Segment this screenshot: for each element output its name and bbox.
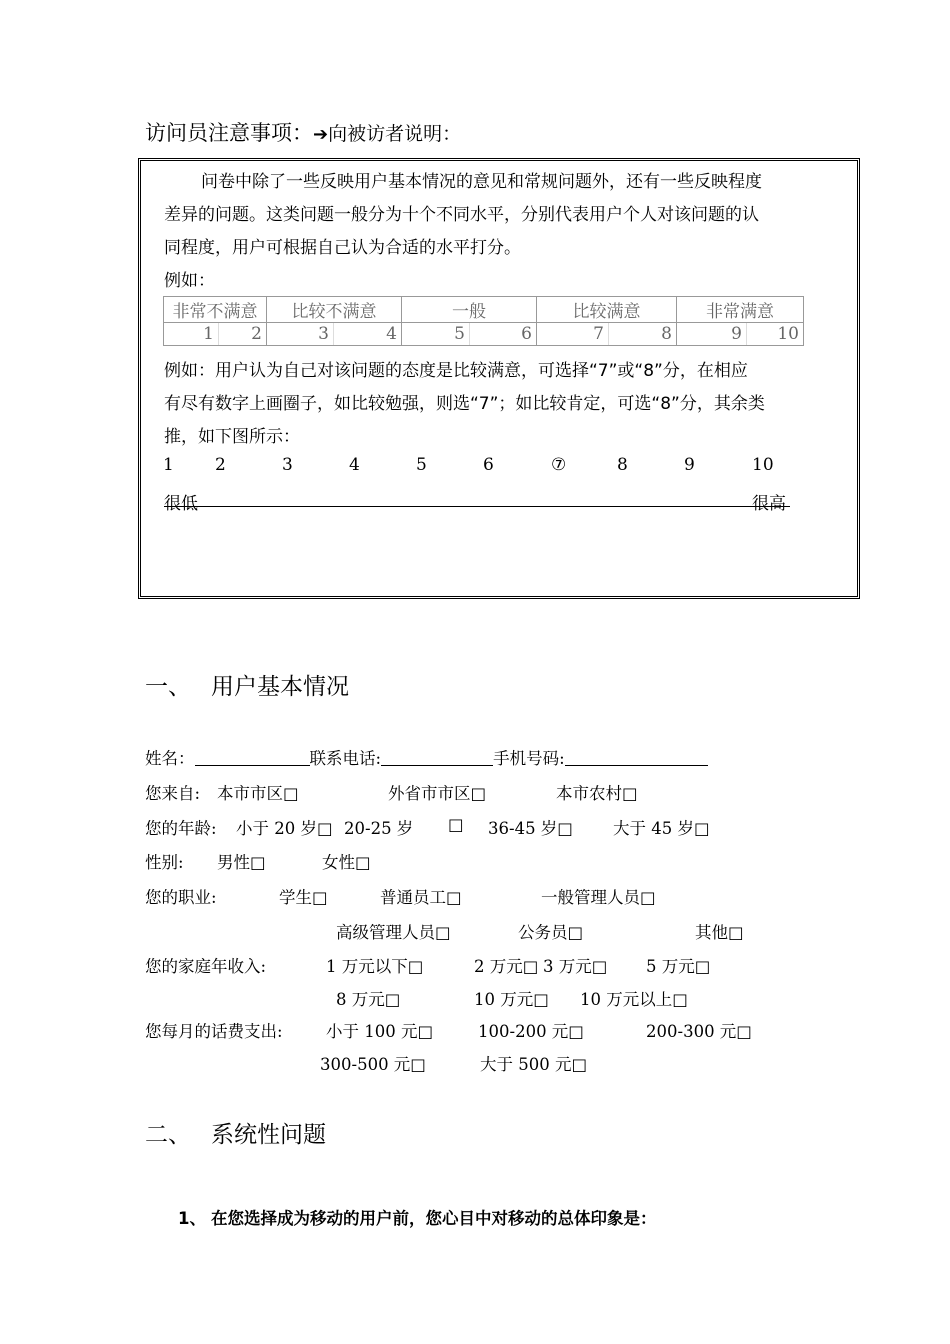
- age-option-over45[interactable]: 大于 45 岁□: [613, 819, 710, 838]
- scale-number: 9: [677, 323, 747, 346]
- scale-number: 1: [164, 323, 219, 346]
- income-option-6[interactable]: 10 万元□: [474, 990, 549, 1009]
- question1-text: 在您选择成为移动的用户前，您心目中对移动的总体印象是：: [211, 1209, 657, 1228]
- job-option-employee[interactable]: 普通员工□: [380, 888, 462, 907]
- notice-para1-line1: 问卷中除了一些反映用户基本情况的意见和常规问题外，还有一些反映程度: [201, 172, 762, 192]
- job-option-civil-servant[interactable]: 公务员□: [518, 923, 584, 942]
- notice-subtitle: 向被访者说明：: [328, 123, 462, 145]
- scale-number: 8: [609, 323, 677, 346]
- scale-label-neutral: 一般: [402, 297, 537, 323]
- bill-option-3[interactable]: 200-300 元□: [646, 1022, 752, 1041]
- scale-number: 3: [267, 323, 334, 346]
- notice-para2-line3: 推，如下图所示：: [164, 427, 300, 447]
- name-label: 姓名：: [145, 749, 195, 768]
- example-scale-number: 8: [617, 455, 628, 475]
- notice-title-text: 访问员注意事项：: [145, 121, 313, 145]
- example-scale-circled-number: ⑦: [551, 455, 567, 475]
- section2-number: 二、: [145, 1122, 191, 1148]
- income-option-7[interactable]: 10 万元以上□: [580, 990, 688, 1009]
- from-label: 您来自:: [145, 784, 201, 803]
- notice-example-label: 例如：: [164, 271, 215, 291]
- bill-label: 您每月的话费支出:: [145, 1022, 283, 1041]
- bill-option-1[interactable]: 小于 100 元□: [326, 1022, 434, 1041]
- from-option-city[interactable]: 本市市区□: [217, 784, 299, 803]
- mobile-label: 手机号码:: [493, 749, 565, 768]
- question1-number: 1、: [178, 1209, 206, 1228]
- example-scale-number: 6: [483, 455, 494, 475]
- notice-title: [145, 117, 461, 147]
- phone-label: 联系电话:: [309, 749, 382, 768]
- income-option-2[interactable]: 2 万元□: [474, 957, 539, 976]
- example-scale-number: 2: [215, 455, 226, 475]
- job-label: 您的职业:: [145, 888, 217, 907]
- notice-para2-line1: 例如：用户认为自己对该问题的态度是比较满意，可选择“7”或“8”分，在相应: [164, 361, 748, 381]
- from-option-other-province[interactable]: 外省市市区□: [388, 784, 487, 803]
- scale-high-label: 很高: [752, 494, 786, 514]
- scale-number: 10: [747, 323, 804, 346]
- scale-underline: [164, 506, 790, 507]
- notice-para2-line2: 有尽有数字上画圈子，如比较勉强，则选“7”；如比较肯定，可选“8”分，其余类: [164, 394, 765, 414]
- age-label: 您的年龄:: [145, 819, 217, 838]
- mobile-field[interactable]: [565, 749, 708, 766]
- scale-label-very-satisfied: 非常满意: [677, 297, 804, 323]
- income-option-1[interactable]: 1 万元以下□: [326, 957, 424, 976]
- example-scale-number: 3: [282, 455, 293, 475]
- job-option-other[interactable]: 其他□: [695, 923, 744, 942]
- notice-para1-line2: 差异的问题。这类问题一般分为十个不同水平，分别代表用户个人对该问题的认: [164, 205, 759, 225]
- example-scale-number: 10: [752, 455, 774, 475]
- section1-number: 一、: [145, 674, 191, 700]
- scale-low-label: 很低: [164, 494, 198, 514]
- age-option-36-45[interactable]: 36-45 岁□: [488, 819, 573, 838]
- rating-scale-table: [163, 296, 804, 346]
- name-row: [145, 745, 708, 769]
- example-scale-number: 1: [163, 455, 174, 475]
- income-option-5[interactable]: 8 万元□: [336, 990, 401, 1009]
- scale-label-unsatisfied: 比较不满意: [267, 297, 402, 323]
- scale-number: 4: [334, 323, 402, 346]
- section1-heading: 用户基本情况: [211, 674, 349, 700]
- income-option-3[interactable]: 3 万元□: [543, 957, 608, 976]
- phone-field[interactable]: [381, 749, 493, 766]
- gender-option-female[interactable]: 女性□: [322, 853, 371, 872]
- income-option-4[interactable]: 5 万元□: [646, 957, 711, 976]
- job-option-student[interactable]: 学生□: [279, 888, 328, 907]
- gender-label: 性别:: [145, 853, 184, 872]
- section2-heading: 系统性问题: [211, 1122, 326, 1148]
- age-option-20-25[interactable]: 20-25 岁: [344, 819, 414, 838]
- bill-option-5[interactable]: 大于 500 元□: [480, 1055, 588, 1074]
- name-field[interactable]: [195, 749, 310, 766]
- example-scale-number: 4: [349, 455, 360, 475]
- job-option-manager[interactable]: 一般管理人员□: [541, 888, 656, 907]
- from-option-rural[interactable]: 本市农村□: [556, 784, 638, 803]
- scale-number: 7: [537, 323, 609, 346]
- income-label: 您的家庭年收入:: [145, 957, 267, 976]
- job-option-senior-manager[interactable]: 高级管理人员□: [336, 923, 451, 942]
- example-scale-number: 5: [416, 455, 427, 475]
- bill-option-4[interactable]: 300-500 元□: [320, 1055, 426, 1074]
- age-option-under20[interactable]: 小于 20 岁□: [236, 819, 333, 838]
- scale-number: 6: [470, 323, 537, 346]
- scale-label-satisfied: 比较满意: [537, 297, 677, 323]
- arrow-right-icon: ➔: [313, 124, 329, 145]
- scale-number: 5: [402, 323, 470, 346]
- age-option-20-25-checkbox[interactable]: □: [448, 815, 464, 834]
- bill-option-2[interactable]: 100-200 元□: [478, 1022, 584, 1041]
- scale-label-very-unsatisfied: 非常不满意: [164, 297, 267, 323]
- notice-para1-line3: 同程度，用户可根据自己认为合适的水平打分。: [164, 238, 521, 258]
- scale-number: 2: [219, 323, 267, 346]
- example-scale-number: 9: [684, 455, 695, 475]
- gender-option-male[interactable]: 男性□: [217, 853, 266, 872]
